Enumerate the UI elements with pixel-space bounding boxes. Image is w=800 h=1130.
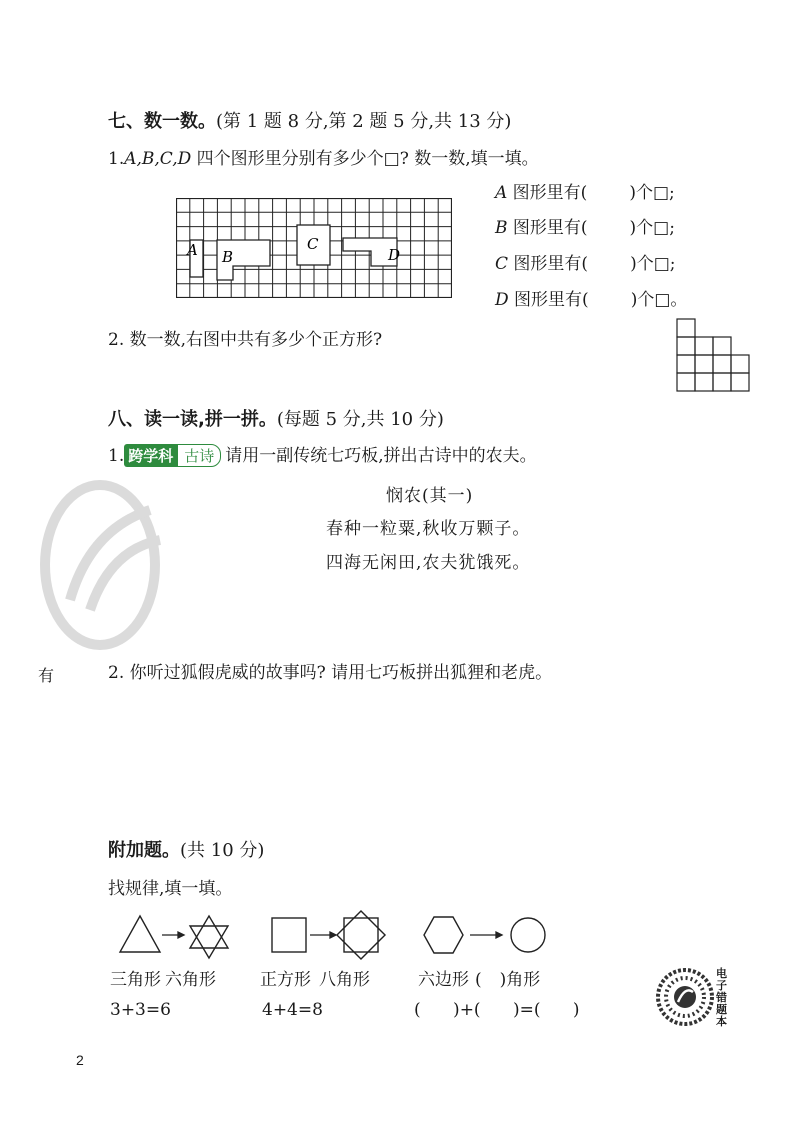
pattern-labels-row-2 bbox=[260, 965, 370, 990]
watermark-logo bbox=[30, 470, 180, 670]
answer-line-b bbox=[495, 213, 675, 238]
section7-score: (第 1 题 8 分,第 2 题 5 分,共 13 分) bbox=[216, 111, 512, 132]
pattern-labels-row bbox=[110, 965, 216, 990]
answer-close: )个□; bbox=[630, 254, 676, 274]
bonus-title: 附加题。 bbox=[108, 840, 180, 861]
watermark-char: 有 bbox=[38, 666, 55, 685]
q1-number: 1. bbox=[108, 446, 125, 466]
section7-q2: 2. 数一数,右图中共有多少个正方形? bbox=[108, 330, 383, 350]
bonus-score: (共 10 分) bbox=[180, 840, 265, 861]
pattern-shapes bbox=[112, 908, 572, 966]
equation-2: 4+4=8 bbox=[262, 1000, 323, 1020]
page-number: 2 bbox=[76, 1052, 84, 1068]
square-staircase-figure bbox=[676, 318, 754, 392]
label-hexagram: 六角形 bbox=[165, 970, 216, 990]
label-angle-shape: )角形 bbox=[499, 970, 541, 990]
section8-title: 八、读一读,拼一拼。 bbox=[108, 409, 277, 430]
grid-figure bbox=[176, 198, 452, 298]
poem-title: 悯农(其一) bbox=[386, 486, 474, 506]
grid-label-c: C bbox=[307, 235, 319, 253]
section7-title: 七、数一数。 bbox=[108, 111, 216, 132]
section8-heading bbox=[108, 405, 444, 431]
square-shape bbox=[272, 918, 306, 952]
answer-close: )个□。 bbox=[630, 290, 688, 310]
grid-label-b: B bbox=[222, 248, 234, 266]
star-triangle-up bbox=[190, 916, 228, 948]
answer-letter: A bbox=[495, 183, 508, 203]
grid-label-d: D bbox=[388, 246, 401, 264]
answer-close: )个□; bbox=[629, 218, 675, 238]
q1-number: 1. bbox=[108, 149, 125, 169]
q1-text: 四个图形里分别有多少个□? 数一数,填一填。 bbox=[191, 149, 539, 169]
answer-text: 图形里有( bbox=[508, 254, 589, 274]
grid-label-a: A bbox=[187, 241, 198, 259]
answer-letter: D bbox=[495, 290, 509, 310]
qr-label: 电子错题本 bbox=[716, 967, 727, 1028]
answer-text: 图形里有( bbox=[507, 183, 588, 203]
star-triangle-down bbox=[190, 926, 228, 958]
q1-letters: A,B,C,D bbox=[124, 149, 192, 169]
label-triangle: 三角形 bbox=[110, 970, 161, 990]
section7-q1 bbox=[108, 144, 539, 169]
region-b-step bbox=[217, 264, 233, 280]
answer-text: 图形里有( bbox=[507, 218, 588, 238]
bonus-heading bbox=[108, 836, 264, 862]
cross-subject-tag: 跨学科 bbox=[124, 444, 177, 467]
hexagon-shape bbox=[424, 917, 463, 953]
label-octagram: 八角形 bbox=[319, 970, 370, 990]
triangle-shape bbox=[120, 916, 160, 952]
poem-tag: 古诗 bbox=[177, 444, 221, 467]
hexagon-star-shape bbox=[511, 918, 545, 952]
section7-heading bbox=[108, 107, 511, 133]
section8-q2: 2. 你听过狐假虎威的故事吗? 请用七巧板拼出狐狸和老虎。 bbox=[108, 663, 553, 683]
qr-code[interactable] bbox=[656, 968, 714, 1026]
answer-line-d bbox=[495, 285, 687, 310]
label-open-paren: ( bbox=[475, 970, 482, 990]
pattern-labels-row-3 bbox=[418, 965, 540, 990]
section8-q1 bbox=[108, 441, 537, 467]
answer-letter: C bbox=[495, 254, 509, 274]
answer-close: )个□; bbox=[629, 183, 675, 203]
bonus-instruction: 找规律,填一填。 bbox=[108, 879, 233, 899]
label-square: 正方形 bbox=[260, 970, 311, 990]
answer-text: 图形里有( bbox=[508, 290, 589, 310]
answer-letter: B bbox=[495, 218, 508, 238]
poem-line-2: 四海无闲田,农夫犹饿死。 bbox=[326, 553, 531, 573]
label-hexagon: 六边形 bbox=[418, 970, 469, 990]
poem-line-1: 春种一粒粟,秋收万颗子。 bbox=[326, 519, 531, 539]
section8-score: (每题 5 分,共 10 分) bbox=[276, 409, 444, 430]
equation-3[interactable]: ( )+( )=( ) bbox=[414, 1000, 580, 1020]
answer-line-a bbox=[495, 178, 675, 203]
q1-text: 请用一副传统七巧板,拼出古诗中的农夫。 bbox=[225, 446, 537, 466]
answer-line-c bbox=[495, 249, 675, 274]
equation-1: 3+3=6 bbox=[110, 1000, 171, 1020]
